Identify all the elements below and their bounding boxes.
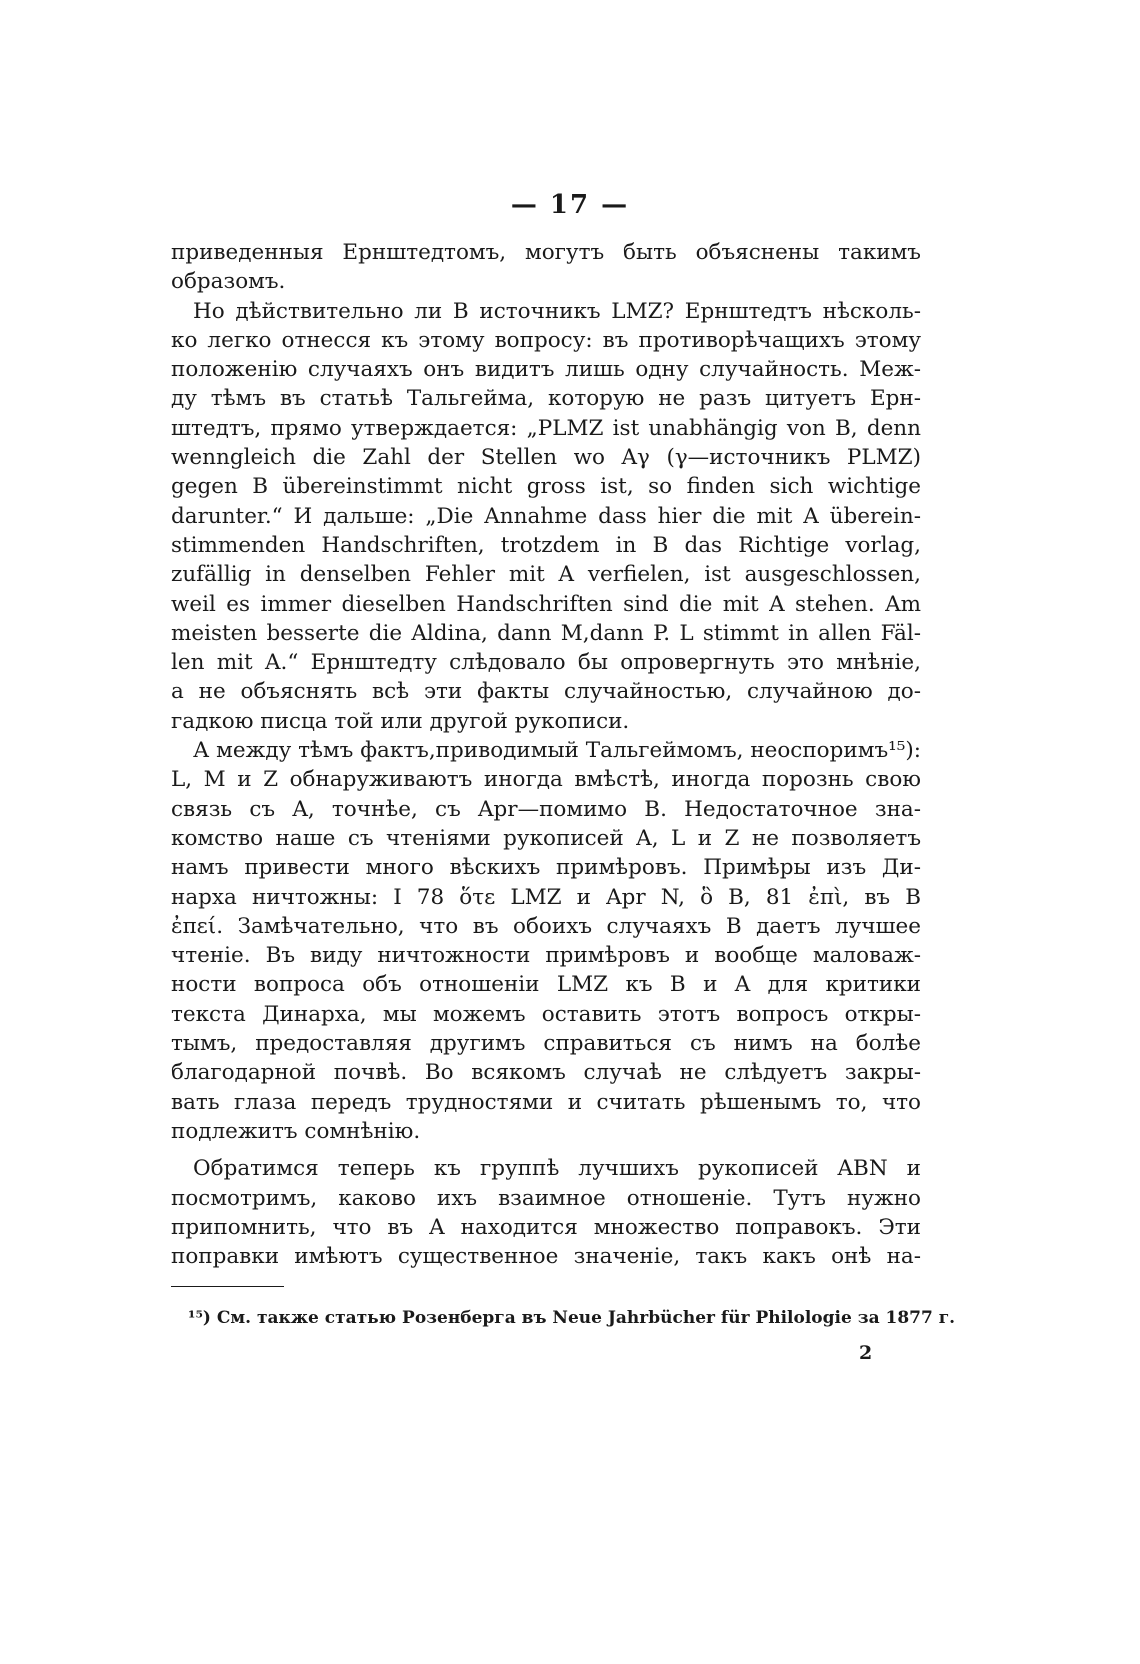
text-line: подлежитъ сомнѣнію. (171, 1118, 421, 1144)
text-line: приведенныя Ернштедтомъ, могутъ быть объяснены такимъ (171, 240, 921, 265)
footnote: ¹⁵) См. также статью Розенберга въ Neue Jahrbücher für Philologie за 1877 г. (188, 1308, 956, 1328)
body-text (171, 238, 921, 1271)
text-line: чтеніе. Въ виду ничтожности примѣровъ и вообще маловаж- (171, 943, 921, 969)
text-line: zufällig in denselben Fehler mit A verfielen, ist ausgeschlossen, (171, 562, 921, 588)
text-line: текста Динарха, мы можемъ оставить этотъ вопросъ откры- (171, 1001, 921, 1027)
text-line: ко легко отнесся къ этому вопросу: въ противорѣчащихъ этому (171, 327, 921, 353)
text-line: Но дѣйствительно ли B источникъ LMZ? Ернштедтъ нѣсколь- (193, 298, 921, 324)
signature-mark: 2 (859, 1342, 873, 1364)
text-line: вать глаза передъ трудностями и считать рѣшенымъ то, что (171, 1089, 921, 1115)
text-line: ἐπεί. Замѣчательно, что въ обоихъ случаяхъ B даетъ лучшее (171, 913, 921, 939)
text-line: Обратимся теперь къ группѣ лучшихъ рукописей ABN и (193, 1156, 921, 1182)
paragraph (171, 238, 921, 297)
text-line: комство наше съ чтеніями рукописей A, L и Z не позволяетъ (171, 825, 921, 851)
text-line: штедтъ, прямо утверждается: „PLMZ ist unabhängig von B, denn (171, 415, 921, 441)
text-line: образомъ. (171, 269, 286, 295)
text-line: гадкою писца той или другой рукописи. (171, 708, 630, 734)
paragraph (171, 1154, 921, 1271)
text-line: а не объяснять всѣ эти факты случайностью, случайною до- (171, 679, 921, 705)
text-line: нарха ничтожны: I 78 ὅτε LMZ и Apr N, ὃ B, 81 ἐπὶ, въ B (171, 884, 921, 910)
text-line: поправки имѣютъ существенное значеніе, такъ какъ онѣ на- (171, 1244, 921, 1270)
text-line: ности вопроса объ отношеніи LMZ къ B и A для критики (171, 972, 921, 998)
text-line: тымъ, предоставляя другимъ справиться съ нимъ на болѣе (171, 1031, 921, 1057)
text-line: положенію случаяхъ онъ видитъ лишь одну случайность. Меж- (171, 357, 921, 383)
text-line: L, M и Z обнаруживаютъ иногда вмѣстѣ, иногда порознь свою (171, 767, 921, 793)
text-line: А между тѣмъ фактъ,приводимый Тальгеймомъ, неоспоримъ¹⁵): (193, 738, 921, 764)
text-line: связь съ A, точнѣе, съ Apr—помимо B. Недостаточное зна- (171, 796, 921, 822)
text-line: wenngleich die Zahl der Stellen wo Aγ (γ—источникъ PLMZ) (171, 445, 921, 471)
paragraph (171, 297, 921, 736)
text-line: len mit A.“ Ернштедту слѣдовало бы опровергнуть это мнѣніе, (171, 650, 921, 676)
paragraph (171, 736, 921, 1146)
text-line: намъ привести много вѣскихъ примѣровъ. Примѣры изъ Ди- (171, 855, 921, 881)
footnote-divider (171, 1286, 284, 1287)
text-line: stimmenden Handschriften, trotzdem in B das Richtige vorlag, (171, 532, 921, 558)
page-number: — 17 — (510, 190, 630, 220)
text-line: благодарной почвѣ. Во всякомъ случаѣ не слѣдуетъ закры- (171, 1060, 921, 1086)
text-line: gegen B übereinstimmt nicht gross ist, so finden sich wichtige (171, 474, 921, 500)
text-line: weil es immer dieselben Handschriften sind die mit A stehen. Am (171, 591, 921, 617)
text-line: ду тѣмъ въ статьѣ Тальгейма, которую не разъ цитуетъ Ерн- (171, 386, 921, 412)
text-line: meisten besserte die Aldina, dann M,dann P. L stimmt in allen Fäl- (171, 620, 921, 646)
text-line: посмотримъ, каково ихъ взаимное отношеніе. Тутъ нужно (171, 1185, 921, 1211)
text-line: припомнить, что въ A находится множество поправокъ. Эти (171, 1214, 921, 1240)
text-line: darunter.“ И дальше: „Die Annahme dass hier die mit A überein- (171, 503, 921, 529)
